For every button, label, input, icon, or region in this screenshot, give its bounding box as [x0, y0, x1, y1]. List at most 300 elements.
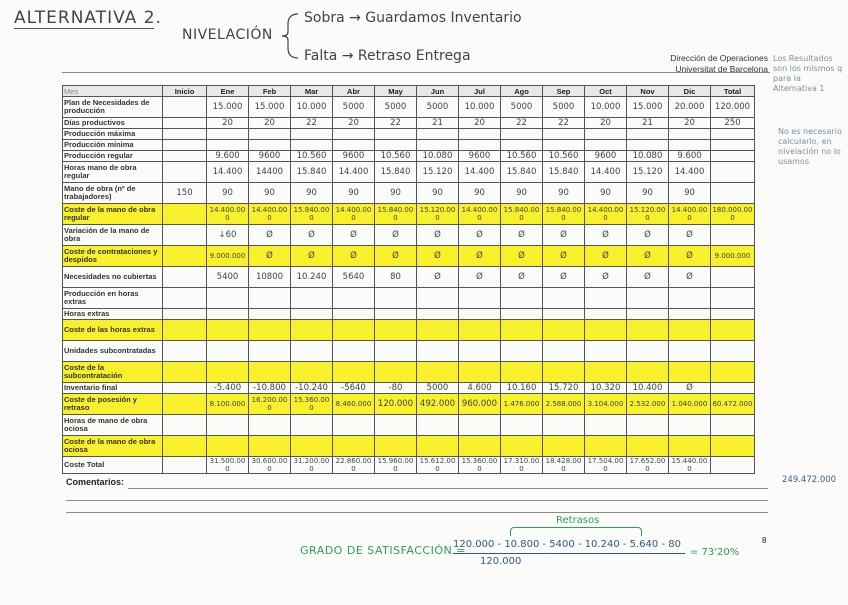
table-cell: 20.000 [669, 97, 711, 118]
column-header: Feb [249, 86, 291, 97]
table-cell: Ø [669, 383, 711, 394]
table-cell [375, 140, 417, 151]
table-cell [459, 320, 501, 341]
row-label: Producción en horas extras [63, 288, 163, 309]
table-cell [291, 341, 333, 362]
cell-inicio [163, 309, 207, 320]
table-cell [501, 362, 543, 383]
cell-total [711, 267, 755, 288]
table-cell [669, 129, 711, 140]
falta-note: Falta → Retraso Entrega [304, 48, 471, 64]
cell-inicio [163, 140, 207, 151]
table-cell: 22.860.000 [333, 457, 375, 474]
table-cell: 1.476.000 [501, 394, 543, 415]
column-header: Total [711, 86, 755, 97]
table-cell: 20 [333, 118, 375, 129]
row-label: Necesidades no cubiertas [63, 267, 163, 288]
table-cell: Ø [459, 225, 501, 246]
table-cell [333, 415, 375, 436]
table-cell: Ø [501, 246, 543, 267]
table-cell: 90 [627, 183, 669, 204]
cell-inicio [163, 362, 207, 383]
table-row [63, 320, 755, 341]
table-cell [417, 436, 459, 457]
row-label: Unidades subcontratadas [63, 341, 163, 362]
table-cell [627, 415, 669, 436]
table-body [63, 97, 755, 474]
table-cell [417, 129, 459, 140]
table-cell: 9600 [333, 151, 375, 162]
fraction-bar [453, 553, 685, 554]
table-cell [249, 362, 291, 383]
table-cell: 20 [459, 118, 501, 129]
table-cell [501, 320, 543, 341]
cell-inicio [163, 151, 207, 162]
table-cell [207, 362, 249, 383]
table-cell: 30.600.000 [249, 457, 291, 474]
table-cell [375, 129, 417, 140]
table-cell: 17.310.000 [501, 457, 543, 474]
table-cell [207, 288, 249, 309]
table-cell [669, 320, 711, 341]
table-cell [291, 309, 333, 320]
table-cell [207, 415, 249, 436]
table-cell: Ø [459, 246, 501, 267]
table-cell [375, 436, 417, 457]
table-cell [669, 309, 711, 320]
table-cell: Ø [375, 225, 417, 246]
table-cell: 2.588.000 [543, 394, 585, 415]
table-cell [501, 415, 543, 436]
org-line-2: Universitat de Barcelona [675, 64, 768, 74]
table-cell: Ø [627, 225, 669, 246]
cell-inicio [163, 341, 207, 362]
table-cell: 10.240 [291, 267, 333, 288]
table-cell: 15.000 [207, 97, 249, 118]
table-cell: 14.400.000 [459, 204, 501, 225]
table-cell [585, 436, 627, 457]
production-plan-table [62, 85, 755, 474]
table-cell [333, 320, 375, 341]
comments-label: Comentarios: [66, 477, 125, 487]
table-cell [627, 436, 669, 457]
table-cell: Ø [585, 225, 627, 246]
table-cell [375, 320, 417, 341]
table-cell: 1.040.000 [669, 394, 711, 415]
table-row [63, 394, 755, 415]
table-cell [207, 320, 249, 341]
table-cell: 15.440.000 [669, 457, 711, 474]
table-cell [459, 140, 501, 151]
table-cell: 9.000.000 [207, 246, 249, 267]
table-cell: 80 [375, 267, 417, 288]
cell-total [711, 436, 755, 457]
table-cell [291, 320, 333, 341]
row-label: Variación de la mano de obra [63, 225, 163, 246]
table-cell: -10.800 [249, 383, 291, 394]
table-cell: 21 [417, 118, 459, 129]
table-row [63, 362, 755, 383]
sobra-note: Sobra → Guardamos Inventario [304, 10, 522, 26]
table-cell [585, 415, 627, 436]
table-cell: 120.000 [375, 394, 417, 415]
table-cell [543, 140, 585, 151]
table-cell: Ø [585, 246, 627, 267]
table-cell: 22 [543, 118, 585, 129]
table-cell [501, 309, 543, 320]
table-cell: 20 [207, 118, 249, 129]
cell-total [711, 341, 755, 362]
table-cell [249, 288, 291, 309]
table-cell: 22 [375, 118, 417, 129]
table-cell [669, 140, 711, 151]
table-row [63, 288, 755, 309]
table-cell: 10800 [249, 267, 291, 288]
retrasos-brace [510, 527, 642, 536]
table-cell [627, 362, 669, 383]
table-cell: 14.400 [333, 162, 375, 183]
table-cell [543, 309, 585, 320]
table-cell: 15.840.000 [543, 204, 585, 225]
table-cell: 90 [585, 183, 627, 204]
table-cell: 10.560 [543, 151, 585, 162]
table-cell: Ø [417, 225, 459, 246]
comments-line [66, 512, 768, 513]
table-cell: 10.000 [585, 97, 627, 118]
table-cell: 90 [501, 183, 543, 204]
table-cell: 5640 [333, 267, 375, 288]
table-cell [417, 362, 459, 383]
column-header: Dic [669, 86, 711, 97]
table-cell: 10.560 [375, 151, 417, 162]
table-cell: 15.840.000 [375, 204, 417, 225]
table-row [63, 341, 755, 362]
table-cell [543, 288, 585, 309]
cell-inicio [163, 288, 207, 309]
column-header: Ago [501, 86, 543, 97]
table-cell [249, 140, 291, 151]
cell-inicio [163, 129, 207, 140]
table-cell: 10.560 [501, 151, 543, 162]
table-cell [417, 320, 459, 341]
table-cell: 5000 [543, 97, 585, 118]
table-cell [585, 362, 627, 383]
table-cell: Ø [249, 225, 291, 246]
table-cell [333, 129, 375, 140]
table-cell: 5000 [333, 97, 375, 118]
row-label: Coste de contrataciones y despidos [63, 246, 163, 267]
table-cell [459, 415, 501, 436]
table-cell: 14.400.000 [333, 204, 375, 225]
header-rule [62, 72, 770, 73]
table-cell: 21 [627, 118, 669, 129]
table-cell: 5400 [207, 267, 249, 288]
cell-inicio [163, 383, 207, 394]
cell-inicio [163, 267, 207, 288]
org-line-1: Dirección de Operaciones [670, 53, 768, 63]
satisfaction-denominator: 120.000 [480, 556, 522, 567]
margin-note-not-needed: No es necesario calcularlo, en nivelación no lo usamos [778, 127, 842, 166]
cell-total [711, 320, 755, 341]
table-cell: Ø [669, 267, 711, 288]
table-cell: Ø [333, 246, 375, 267]
table-cell [459, 288, 501, 309]
table-cell: 14.400 [669, 162, 711, 183]
table-cell: 14.400 [585, 162, 627, 183]
table-cell: 15.612.000 [417, 457, 459, 474]
table-cell: 17.504.000 [585, 457, 627, 474]
table-cell: 10.160 [501, 383, 543, 394]
table-cell: 31.200.000 [291, 457, 333, 474]
table-header-row [63, 86, 755, 97]
table-cell [627, 140, 669, 151]
table-cell: 9600 [585, 151, 627, 162]
table-cell: 14.400.000 [585, 204, 627, 225]
table-cell: 14.400.000 [669, 204, 711, 225]
column-header: Jul [459, 86, 501, 97]
table-row [63, 436, 755, 457]
table-cell: Ø [291, 246, 333, 267]
table-cell: 90 [543, 183, 585, 204]
table-cell: 5000 [417, 383, 459, 394]
row-label: Coste Total [63, 457, 163, 474]
table-cell [459, 129, 501, 140]
margin-note-results: Los Resultados son los mismos q para la Alternativa 1 [773, 54, 843, 93]
table-row [63, 204, 755, 225]
cell-total [711, 225, 755, 246]
table-cell [375, 341, 417, 362]
table-cell: Ø [627, 246, 669, 267]
table-cell [585, 140, 627, 151]
table-cell [249, 320, 291, 341]
table-cell [627, 309, 669, 320]
table-cell: 960.000 [459, 394, 501, 415]
table-cell: 15.120.000 [417, 204, 459, 225]
column-header: Sep [543, 86, 585, 97]
grand-total-note: 249.472.000 [782, 475, 837, 485]
row-label: Producción regular [63, 151, 163, 162]
table-cell: 14.400.000 [207, 204, 249, 225]
cell-inicio: 150 [163, 183, 207, 204]
row-label: Coste de posesión y retraso [63, 394, 163, 415]
table-cell [249, 309, 291, 320]
table-cell [291, 140, 333, 151]
cell-total: 250 [711, 118, 755, 129]
table-cell [459, 341, 501, 362]
table-cell: 15.960.000 [375, 457, 417, 474]
table-cell: 15.360.000 [291, 394, 333, 415]
table-cell [333, 288, 375, 309]
comments-line [66, 500, 768, 501]
table-cell: Ø [417, 267, 459, 288]
row-label: Producción máxima [63, 129, 163, 140]
table-row [63, 183, 755, 204]
table-cell [249, 436, 291, 457]
table-cell: 90 [459, 183, 501, 204]
cell-total: 9.000.000 [711, 246, 755, 267]
table-cell [207, 140, 249, 151]
table-cell: 8.460.000 [333, 394, 375, 415]
row-label: Producción mínima [63, 140, 163, 151]
table-cell: 31.500.000 [207, 457, 249, 474]
table-row [63, 246, 755, 267]
table-cell: 90 [249, 183, 291, 204]
cell-inicio [163, 320, 207, 341]
table-cell [669, 288, 711, 309]
table-cell [585, 320, 627, 341]
table-cell: Ø [543, 225, 585, 246]
cell-total: 180.000.000 [711, 204, 755, 225]
cell-total [711, 362, 755, 383]
cell-total [711, 309, 755, 320]
table-cell: 9.600 [669, 151, 711, 162]
table-row [63, 457, 755, 474]
table-cell [207, 309, 249, 320]
table-cell: 18.428.000 [543, 457, 585, 474]
table-cell: 10.080 [417, 151, 459, 162]
column-header: Jun [417, 86, 459, 97]
table-cell: Ø [501, 225, 543, 246]
table-cell [459, 436, 501, 457]
table-cell: 16.200.000 [249, 394, 291, 415]
cell-inicio [163, 394, 207, 415]
table-cell [333, 362, 375, 383]
table-cell: 15.840 [501, 162, 543, 183]
table-cell [249, 415, 291, 436]
column-header: Abr [333, 86, 375, 97]
table-row [63, 129, 755, 140]
table-cell: Ø [375, 246, 417, 267]
cell-total [711, 457, 755, 474]
table-cell: -80 [375, 383, 417, 394]
row-label: Inventario final [63, 383, 163, 394]
table-cell: Ø [543, 267, 585, 288]
row-label: Coste de la subcontratación [63, 362, 163, 383]
table-cell [375, 309, 417, 320]
cell-total [711, 129, 755, 140]
satisfaction-numerator: 120.000 - 10.800 - 5400 - 10.240 - 5.640 - 80 [453, 539, 681, 550]
table-cell: Ø [585, 267, 627, 288]
row-label: Coste de la mano de obra regular [63, 204, 163, 225]
column-header: Mar [291, 86, 333, 97]
cell-inicio [163, 162, 207, 183]
table-cell [627, 320, 669, 341]
cell-inicio [163, 436, 207, 457]
table-cell: 5000 [417, 97, 459, 118]
table-cell: 9.600 [207, 151, 249, 162]
table-cell [501, 288, 543, 309]
cell-total: 60.472.000 [711, 394, 755, 415]
table-cell [543, 415, 585, 436]
table-cell: 15.000 [249, 97, 291, 118]
cell-total [711, 183, 755, 204]
table-cell [291, 129, 333, 140]
table-cell: 15.000 [627, 97, 669, 118]
table-row [63, 140, 755, 151]
page-number: 8 [762, 536, 767, 545]
table-cell: 10.000 [291, 97, 333, 118]
retrasos-label: Retrasos [556, 515, 600, 526]
table-cell: 8.100.000 [207, 394, 249, 415]
table-cell: 15.840 [543, 162, 585, 183]
cell-inicio [163, 204, 207, 225]
table-cell: 90 [669, 183, 711, 204]
table-cell: 10.320 [585, 383, 627, 394]
row-label: Horas de mano de obra ociosa [63, 415, 163, 436]
table-cell [417, 341, 459, 362]
title-underline [14, 28, 154, 29]
row-label: Horas mano de obra regular [63, 162, 163, 183]
table-cell [501, 436, 543, 457]
table-cell: 15.840.000 [291, 204, 333, 225]
table-cell [207, 341, 249, 362]
table-cell: 22 [501, 118, 543, 129]
table-cell [333, 436, 375, 457]
table-cell: 15.720 [543, 383, 585, 394]
table-cell: 9600 [249, 151, 291, 162]
table-cell: 90 [333, 183, 375, 204]
table-cell: 90 [207, 183, 249, 204]
table-row [63, 118, 755, 129]
table-cell [543, 341, 585, 362]
page-title: ALTERNATIVA 2. [14, 8, 162, 28]
table-cell: 5000 [501, 97, 543, 118]
table-cell [627, 129, 669, 140]
table-cell: 20 [249, 118, 291, 129]
table-cell: 90 [375, 183, 417, 204]
table-cell: 14.400.000 [249, 204, 291, 225]
table-cell: 90 [417, 183, 459, 204]
table-row [63, 162, 755, 183]
satisfaction-result: = 73'20% [690, 547, 740, 558]
table-cell: 9600 [459, 151, 501, 162]
table-cell: 15.840.000 [501, 204, 543, 225]
table-cell [543, 129, 585, 140]
table-cell [291, 288, 333, 309]
row-label: Coste de la mano de obra ociosa [63, 436, 163, 457]
cell-total [711, 288, 755, 309]
nivelacion-label: NIVELACIÓN [182, 27, 273, 43]
table-row [63, 97, 755, 118]
table-cell: 15.120.000 [627, 204, 669, 225]
cell-inicio [163, 97, 207, 118]
table-cell: Ø [333, 225, 375, 246]
table-cell: Ø [669, 225, 711, 246]
table-cell [417, 309, 459, 320]
table-cell [375, 288, 417, 309]
table-cell [333, 341, 375, 362]
table-cell: -5.400 [207, 383, 249, 394]
table-cell: Ø [249, 246, 291, 267]
table-cell [501, 341, 543, 362]
table-cell [459, 309, 501, 320]
table-cell: 5000 [375, 97, 417, 118]
column-header: Mes [63, 86, 163, 97]
table-cell: 14.400 [459, 162, 501, 183]
table-cell: 3.104.000 [585, 394, 627, 415]
satisfaction-label: GRADO DE SATISFACCIÓN = [300, 544, 466, 557]
table-cell: 17.652.000 [627, 457, 669, 474]
table-cell [669, 341, 711, 362]
table-cell [459, 362, 501, 383]
table-cell [543, 362, 585, 383]
table-cell [249, 341, 291, 362]
table-row [63, 151, 755, 162]
table-cell [669, 415, 711, 436]
row-label: Días productivos [63, 118, 163, 129]
table-cell: 2.532.000 [627, 394, 669, 415]
table-cell [375, 415, 417, 436]
